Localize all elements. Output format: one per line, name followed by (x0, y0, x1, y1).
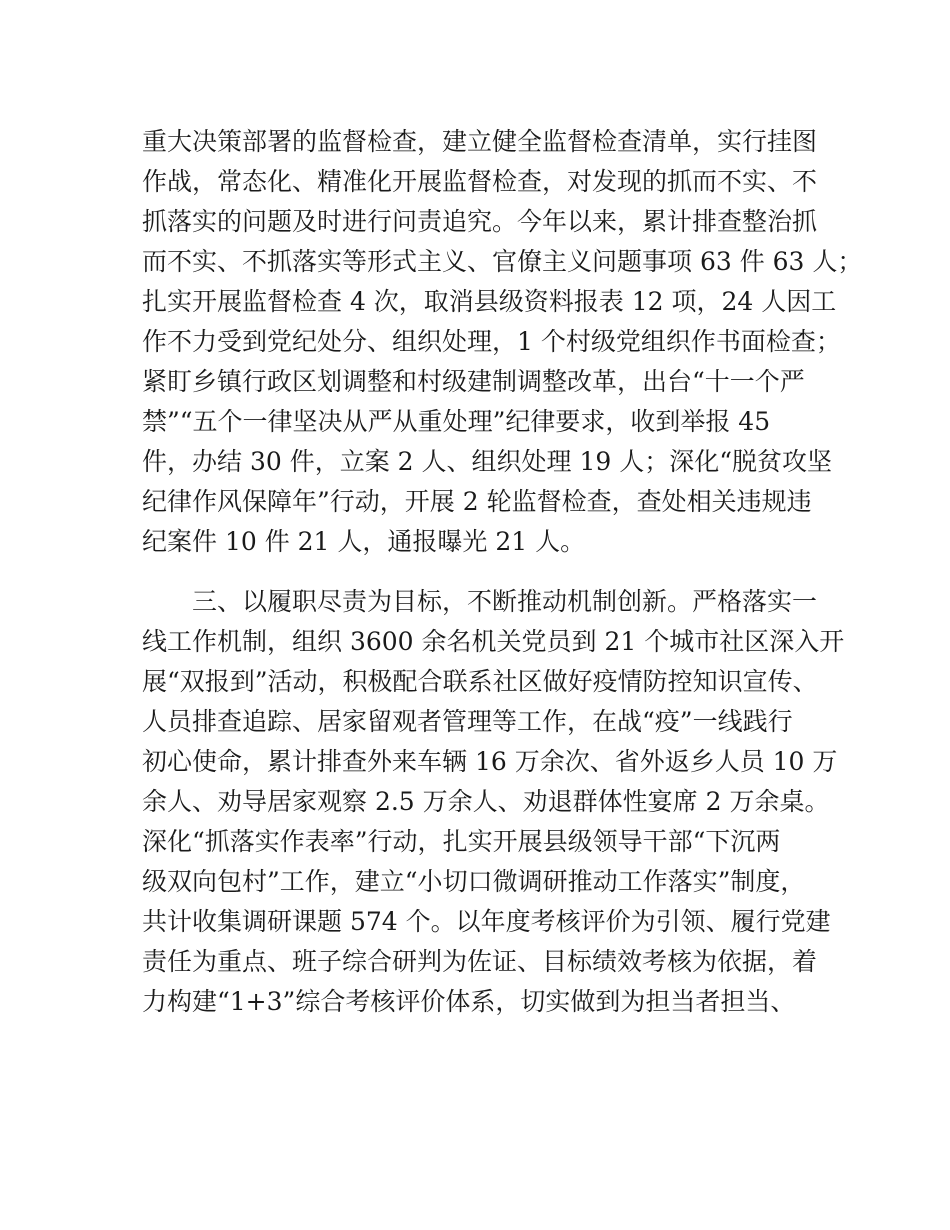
text-line: 抓落实的问题及时进行问责追究。今年以来，累计排查整治抓 (142, 207, 818, 236)
text-line: 紧盯乡镇行政区划调整和村级建制调整改革，出台“十一个严 (142, 367, 805, 396)
paragraph-heading-line: 三、以履职尽责为目标，不断推动机制创新。严格落实一 (192, 587, 818, 616)
text-line: 作不力受到党纪处分、组织处理，1 个村级党组织作书面检查； (142, 327, 841, 356)
text-line: 纪案件 10 件 21 人，通报曝光 21 人。 (142, 527, 586, 556)
text-line: 纪律作风保障年”行动，开展 2 轮监督检查，查处相关违规违 (142, 487, 812, 516)
text-line: 件，办结 30 件，立案 2 人、组织处理 19 人；深化“脱贫攻坚 (142, 447, 832, 476)
text-line: 余人、劝导居家观察 2.5 万余人、劝退群体性宴席 2 万余桌。 (142, 787, 830, 816)
text-line: 级双向包村”工作，建立“小切口微调研推动工作落实”制度， (142, 867, 806, 896)
text-line: 责任为重点、班子综合研判为佐证、目标绩效考核为依据，着 (142, 947, 818, 976)
text-line: 扎实开展监督检查 4 次，取消县级资料报表 12 项，24 人因工 (142, 287, 837, 316)
text-line: 深化“抓落实作表率”行动，扎实开展县级领导干部“下沉两 (142, 827, 781, 856)
text-line: 而不实、不抓落实等形式主义、官僚主义问题事项 63 件 63 人； (142, 247, 863, 276)
text-line: 重大决策部署的监督检查，建立健全监督检查清单，实行挂图 (142, 127, 818, 156)
text-line: 展“双报到”活动，积极配合联系社区做好疫情防控知识宣传、 (142, 667, 818, 696)
text-line: 初心使命，累计排查外来车辆 16 万余次、省外返乡人员 10 万 (142, 747, 838, 776)
text-line: 线工作机制，组织 3600 余名机关党员到 21 个城市社区深入开 (142, 627, 845, 656)
text-line: 作战，常态化、精准化开展监督检查，对发现的抓而不实、不 (142, 167, 818, 196)
text-line: 力构建“1+3”综合考核评价体系，切实做到为担当者担当、 (142, 987, 796, 1016)
text-line: 禁”“五个一律坚决从严从重处理”纪律要求，收到举报 45 (142, 407, 771, 436)
text-line: 人员排查追踪、居家留观者管理等工作，在战“疫”一线践行 (142, 707, 793, 736)
text-line: 共计收集调研课题 574 个。以年度考核评价为引领、履行党建 (142, 907, 831, 936)
